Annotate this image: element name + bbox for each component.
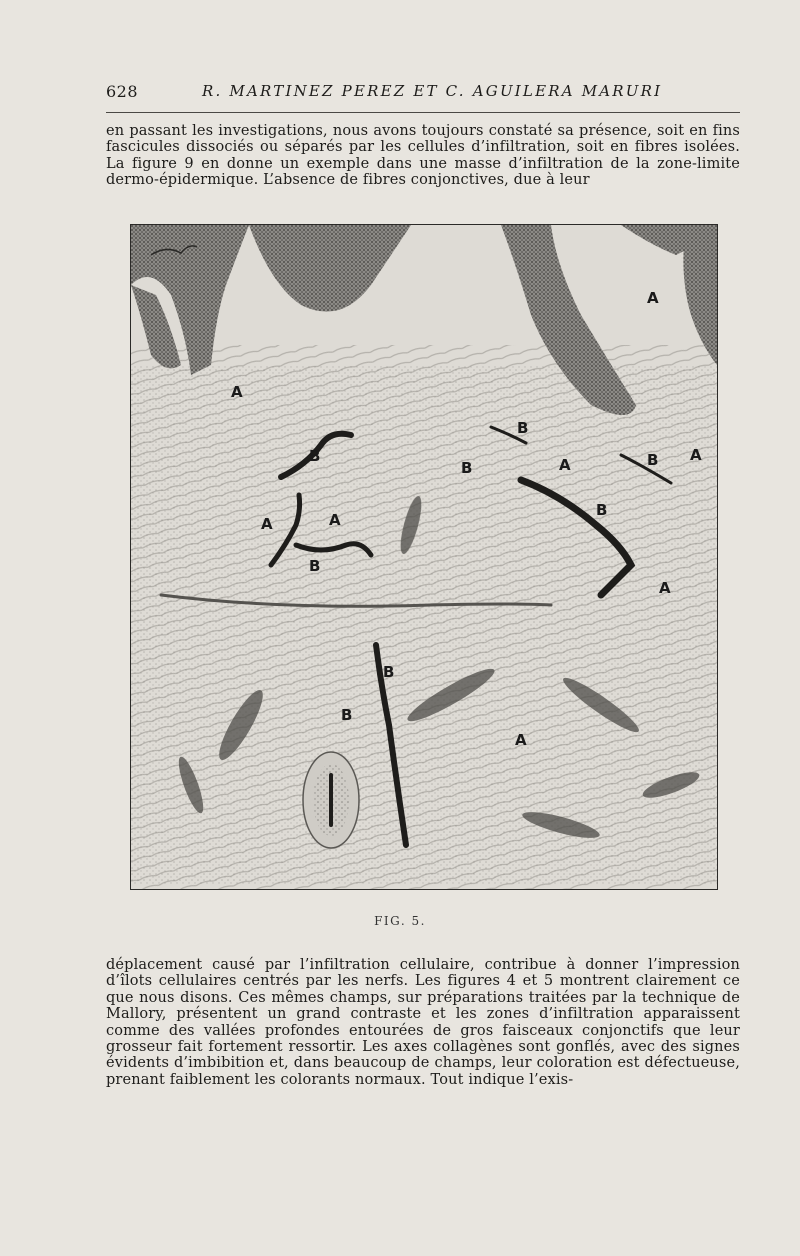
label-a: A [690,446,702,464]
paragraph-after-figure: déplacement causé par l’infiltration cellulaire, contribue à donner l’impression d’îlots cellulaires centrés par les nerfs. Les figures 4 et 5 montrent clairement ce que nous disons. Ces mêmes champs, sur préparations traitées par la technique de Mallory, présentent un grand contraste et les zones d’infiltration apparaissent comme des vallées profondes entourées de gros faisceaux conjonctifs que leur grosseur fait fortement ressortir. Les axes collagènes sont gonflés, avec des signes évidents d’imbibition et, dans beaucoup de champs, leur coloration est défectueuse, prenant faiblement les colorants normaux. Tout indique l’exis- [106,957,740,1088]
figure-caption: FIG. 5. [374,914,426,928]
label-a: B [341,706,353,724]
label-a: A [559,456,571,474]
label-b: B [596,501,608,519]
page-number: 628 [106,82,139,101]
histology-figure [130,224,718,890]
cell-stipple [131,365,717,885]
label-a: A [329,511,341,529]
label-a: A [515,731,527,749]
header-rule [106,112,740,113]
running-head [106,82,740,104]
running-title: R. MARTINEZ PEREZ ET C. AGUILERA MARURI [202,82,663,100]
gland-structure [303,752,359,848]
paragraph-before-figure: en passant les investigations, nous avons toujours constaté sa présence, soit en fins fascicules dissociés ou séparés par les cellules d’infiltration, soit en fibres isolées. La figure 9 en donne un exemple dans une masse d’infiltration de la zone-limite dermo-épidermique. L’absence de fibres conjonctives, due à leur [106,123,740,189]
label-a: A [659,579,671,597]
label-b: B [647,451,659,469]
label-b: B [461,459,473,477]
label-b: B [309,447,321,465]
label-b: B [517,419,529,437]
label-b: B [383,663,395,681]
label-a: A [261,515,273,533]
label-b: B [309,557,321,575]
label-a: A [647,289,659,307]
histology-illustration [131,225,717,889]
label-a: A [231,383,243,401]
